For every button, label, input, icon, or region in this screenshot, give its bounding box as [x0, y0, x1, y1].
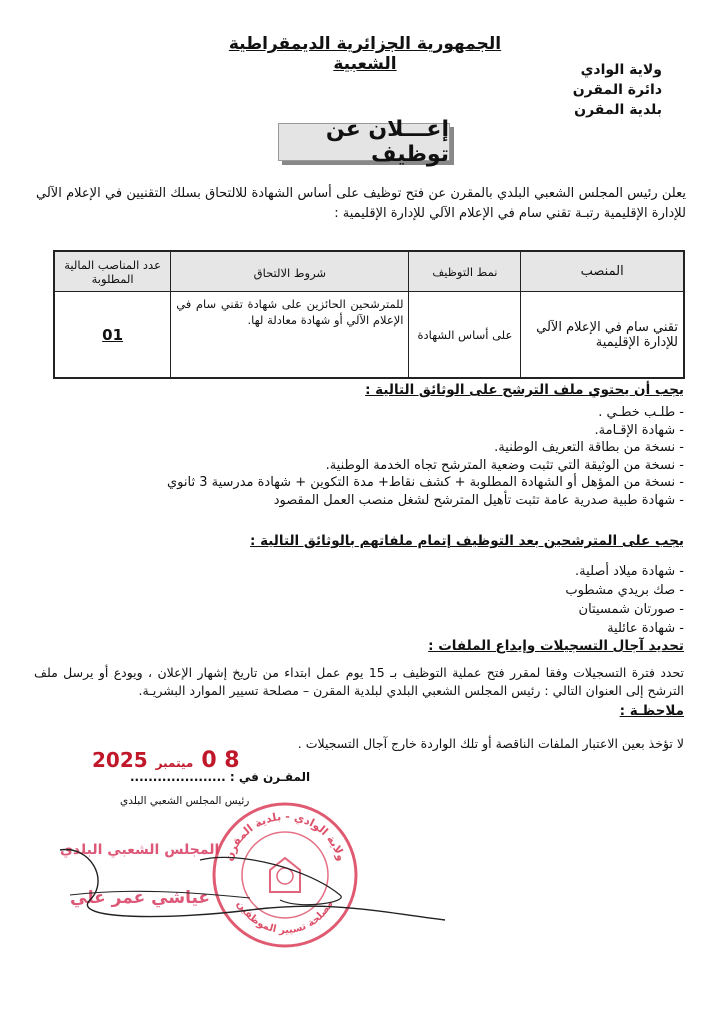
- deadlines-text: تحدد فترة التسجيلات وفقا لمقرر فتح عملية التوظيف بـ 15 يوم عمل ابتداء من تاريخ إشهار الإعلان ، ويودع أو يرسل ملف الترشح إلى العنوان التالي : رئيس المجلس الشعبي البلدي لبلدية المقرن – مصلحة تسيير الموارد البشريـة.: [34, 665, 685, 698]
- note-text: لا تؤخذ بعين الاعتبار الملفات الناقصة أو تلك الواردة خارج آجال التسجيلات .: [297, 736, 684, 751]
- intro-paragraph: يعلن رئيس المجلس الشعبي البلدي بالمقرن عن فتح توظيف على أساس الشهادة للالتحاق بسلك التقنيين في الإعلام الآلي للإدارة الإقليمية رتبـة تقني سام في الإعلام الآلي للإدارة الإقليمية :: [36, 186, 686, 221]
- signatory-name: عياشي عمر علي: [70, 888, 211, 908]
- list-item: - صك بريدي مشطوب: [565, 583, 684, 598]
- header-conditions: شروط الالتحاق: [171, 251, 409, 292]
- deadlines-heading: تحديد آجال التسجيلات وإيداع الملفات :: [428, 638, 684, 654]
- stamp-bottom-text: مصلحة تسيير الموظفين: [234, 899, 336, 937]
- after-hiring-list: [565, 562, 684, 638]
- date-year: 2025: [92, 748, 148, 772]
- note-heading: ملاحظـة :: [619, 703, 684, 719]
- commune-label: بلدية المقرن: [574, 102, 662, 118]
- wilaya-label: ولاية الوادي: [580, 62, 662, 78]
- list-item: - شهادة عائلية: [607, 621, 684, 636]
- daira-label: دائرة المقرن: [572, 82, 662, 98]
- positions-table: [53, 250, 685, 379]
- header-count: عدد المناصب المالية المطلوبة: [54, 251, 171, 292]
- handwritten-signature: [50, 840, 450, 940]
- announcement-title: إعـــلان عن توظيف: [278, 123, 450, 161]
- cell-post: تقني سام في الإعلام الآلي للإدارة الإقليمية: [521, 292, 684, 379]
- stamp-top-text: ولاية الوادي - بلدية المقرن: [222, 809, 348, 863]
- list-item: - نسخة من الوثيقة التي تثبت وضعية المترشح تجاه الخدمة الوطنية.: [325, 457, 684, 473]
- list-item: - نسخة من المؤهل أو الشهادة المطلوبة + كشف نقاط+ مدة التكوين + شهادة مدرسية 3 ثانوي: [166, 475, 684, 490]
- signing-place: المقـرن في : .....................: [130, 770, 311, 784]
- header-mode: نمط التوظيف: [409, 251, 521, 292]
- cell-conditions: للمترشحين الحائزين على شهادة تقني سام في الإعلام الآلي أو شهادة معادلة لها.: [171, 292, 409, 379]
- documents-list: [167, 404, 684, 509]
- signatory-council-label: المجلس الشعبي البلدي: [60, 842, 220, 858]
- table-header-row: [54, 251, 684, 292]
- administration-block: [573, 60, 662, 120]
- list-item: - شهادة الإقـامة.: [594, 422, 684, 438]
- list-item: - صورتان شمسيتان: [578, 602, 684, 617]
- list-item: - شهادة طبية صدرية عامة تثبت تأهيل المترشح لشغل منصب العمل المقصود: [273, 492, 684, 508]
- header-post: المنصب: [521, 251, 684, 292]
- republic-header: الجمهورية الجزائرية الديمقراطية الشعبية: [228, 34, 502, 74]
- cell-count: 01: [54, 292, 171, 379]
- list-item: - طلـب خطـي .: [598, 405, 684, 420]
- cell-mode: على أساس الشهادة: [409, 292, 521, 379]
- date-month: ميتمبر: [155, 756, 194, 770]
- list-item: - شهادة ميلاد أصلية.: [575, 564, 684, 579]
- signatory-title: رئيس المجلس الشعبي البلدي: [120, 795, 250, 807]
- date-day: 0 8: [201, 748, 240, 773]
- after-hiring-heading: يجب على المترشحين بعد التوظيف إتمام ملفاتهم بالوثائق التالية :: [250, 533, 684, 549]
- table-row: [54, 292, 684, 379]
- list-item: - نسخة من بطاقة التعريف الوطنية.: [494, 440, 684, 455]
- documents-heading: يجب أن يحتوي ملف الترشح على الوثائق التالية :: [365, 382, 684, 398]
